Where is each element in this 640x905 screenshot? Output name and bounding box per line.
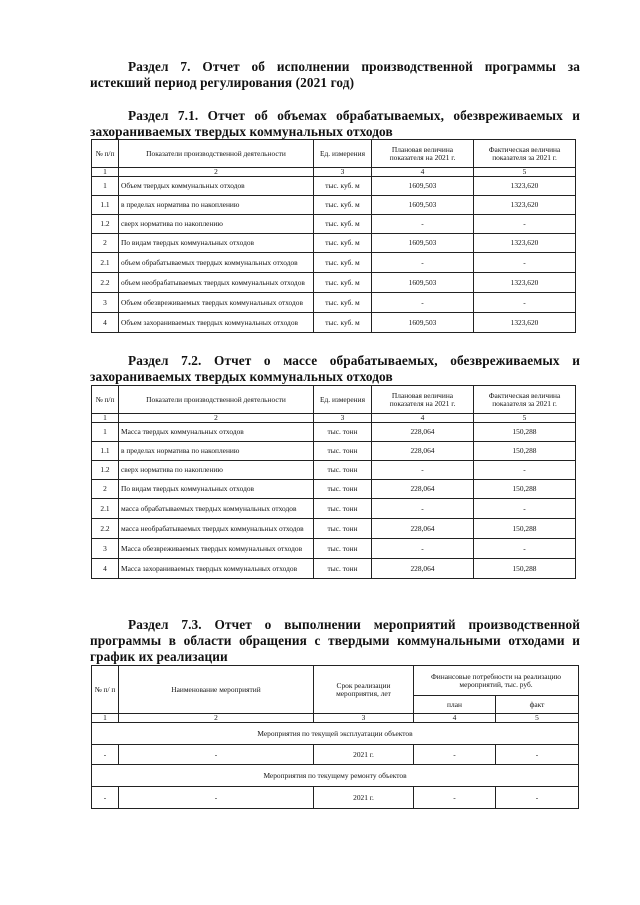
mass-table — [91, 385, 576, 579]
cell-unit: тыс. тонн — [314, 519, 372, 539]
table-row — [92, 480, 576, 499]
cell-plan: - — [372, 461, 474, 480]
header-plan: Плановая величина показателя на 2021 г. — [372, 140, 474, 168]
volume-table — [91, 139, 576, 333]
table-index-row — [92, 168, 576, 177]
cell-plan: 228,064 — [372, 442, 474, 461]
table-row — [92, 499, 576, 519]
cell-indicator: объем необрабатываемых твердых коммунальных отходов — [119, 273, 314, 293]
cell-unit: тыс. тонн — [314, 499, 372, 519]
table-row — [92, 215, 576, 234]
cell-number: 2.2 — [92, 519, 119, 539]
index-cell: 1 — [92, 168, 119, 177]
table-row — [92, 787, 579, 809]
cell-fact: 1323,620 — [474, 177, 576, 196]
measures-table — [91, 665, 579, 809]
header-unit: Ед. измерения — [314, 140, 372, 168]
cell-plan: 1609,503 — [372, 273, 474, 293]
section-7-heading: Раздел 7. Отчет об исполнении производственной программы за истекший период регулирования (2021 год) — [90, 59, 580, 90]
cell-fact: 1323,620 — [474, 234, 576, 253]
table-header-row — [92, 386, 576, 414]
cell-plan: - — [372, 253, 474, 273]
cell-unit: тыс. куб. м — [314, 234, 372, 253]
group-title-repair: Мероприятия по текущему ремонту объектов — [92, 765, 579, 787]
index-cell: 2 — [119, 168, 314, 177]
header-indicator: Показатели производственной деятельности — [119, 386, 314, 414]
cell-number: 4 — [92, 313, 119, 333]
header-fact: Фактическая величина показателя за 2021 г. — [474, 386, 576, 414]
cell-term: 2021 г. — [314, 787, 414, 809]
header-unit: Ед. измерения — [314, 386, 372, 414]
cell-fact: 150,288 — [474, 519, 576, 539]
group-title-row — [92, 765, 579, 787]
index-cell: 1 — [92, 414, 119, 423]
cell-fact: - — [474, 461, 576, 480]
table-row — [92, 196, 576, 215]
cell-fact: - — [474, 499, 576, 519]
cell-number: 3 — [92, 539, 119, 559]
cell-fact: 150,288 — [474, 559, 576, 579]
index-cell: 3 — [314, 714, 414, 723]
section-7-3-heading: Раздел 7.3. Отчет о выполнении мероприятий производственной программы в области обращения с твердыми коммунальными отходами и график их реализации — [90, 617, 580, 664]
cell-plan: 228,064 — [372, 559, 474, 579]
cell-unit: тыс. куб. м — [314, 177, 372, 196]
group-title-operation: Мероприятия по текущей эксплуатации объектов — [92, 723, 579, 745]
cell-indicator: Масса обезвреживаемых твердых коммунальных отходов — [119, 539, 314, 559]
cell-fact: 150,288 — [474, 480, 576, 499]
header-indicator: Показатели производственной деятельности — [119, 140, 314, 168]
cell-name: - — [119, 745, 314, 765]
cell-unit: тыс. тонн — [314, 461, 372, 480]
cell-indicator: Масса захораниваемых твердых коммунальных отходов — [119, 559, 314, 579]
table-row — [92, 559, 576, 579]
cell-indicator: масса обрабатываемых твердых коммунальных отходов — [119, 499, 314, 519]
cell-unit: тыс. тонн — [314, 480, 372, 499]
index-cell: 3 — [314, 414, 372, 423]
cell-indicator: Масса твердых коммунальных отходов — [119, 423, 314, 442]
cell-number: 1 — [92, 177, 119, 196]
cell-plan: - — [372, 293, 474, 313]
index-cell: 5 — [474, 168, 576, 177]
cell-unit: тыс. тонн — [314, 423, 372, 442]
cell-plan: - — [372, 539, 474, 559]
cell-fact: - — [496, 745, 579, 765]
table-header-row — [92, 140, 576, 168]
cell-unit: тыс. тонн — [314, 442, 372, 461]
table-row — [92, 519, 576, 539]
cell-number: - — [92, 787, 119, 809]
cell-plan: - — [372, 215, 474, 234]
table-row — [92, 293, 576, 313]
cell-plan: - — [372, 499, 474, 519]
header-term: Срок реализации мероприятия, лет — [314, 666, 414, 714]
table-row — [92, 234, 576, 253]
header-plan: Плановая величина показателя на 2021 г. — [372, 386, 474, 414]
header-measure-name: Наименование мероприятий — [119, 666, 314, 714]
cell-number: 3 — [92, 293, 119, 313]
cell-unit: тыс. куб. м — [314, 273, 372, 293]
index-cell: 2 — [119, 714, 314, 723]
measures-header-row — [92, 666, 579, 696]
header-number: № п/п — [92, 386, 119, 414]
table-row — [92, 461, 576, 480]
cell-fact: - — [496, 787, 579, 809]
header-number: № п/п — [92, 140, 119, 168]
section-7-1-heading: Раздел 7.1. Отчет об объемах обрабатываемых, обезвреживаемых и захораниваемых твердых коммунальных отходов — [90, 108, 580, 139]
cell-fact: - — [474, 539, 576, 559]
cell-unit: тыс. тонн — [314, 559, 372, 579]
cell-number: 1.2 — [92, 461, 119, 480]
cell-indicator: Объем захораниваемых твердых коммунальных отходов — [119, 313, 314, 333]
index-cell: 4 — [414, 714, 496, 723]
table-row — [92, 442, 576, 461]
index-cell: 4 — [372, 414, 474, 423]
cell-number: 4 — [92, 559, 119, 579]
cell-plan: - — [414, 787, 496, 809]
cell-indicator: По видам твердых коммунальных отходов — [119, 480, 314, 499]
table-row — [92, 745, 579, 765]
cell-number: 1 — [92, 423, 119, 442]
cell-number: 1.1 — [92, 196, 119, 215]
index-cell: 2 — [119, 414, 314, 423]
table-row — [92, 177, 576, 196]
table-row — [92, 273, 576, 293]
cell-number: 2.2 — [92, 273, 119, 293]
header-fact: факт — [496, 696, 579, 714]
cell-plan: 1609,503 — [372, 313, 474, 333]
cell-indicator: Объем обезвреживаемых твердых коммунальных отходов — [119, 293, 314, 313]
cell-plan: 1609,503 — [372, 234, 474, 253]
table-row — [92, 253, 576, 273]
cell-fact: 1323,620 — [474, 196, 576, 215]
group-title-row — [92, 723, 579, 745]
cell-number: 2 — [92, 234, 119, 253]
table-row — [92, 313, 576, 333]
index-cell: 4 — [372, 168, 474, 177]
cell-plan: 228,064 — [372, 519, 474, 539]
cell-plan: 1609,503 — [372, 177, 474, 196]
cell-indicator: объем обрабатываемых твердых коммунальных отходов — [119, 253, 314, 273]
section-7-2-heading: Раздел 7.2. Отчет о массе обрабатываемых, обезвреживаемых и захораниваемых твердых коммунальных отходов — [90, 353, 580, 384]
header-fact: Фактическая величина показателя за 2021 г. — [474, 140, 576, 168]
cell-fact: 150,288 — [474, 442, 576, 461]
cell-number: 2 — [92, 480, 119, 499]
table-row — [92, 423, 576, 442]
cell-indicator: в пределах норматива по накоплению — [119, 442, 314, 461]
cell-number: 2.1 — [92, 499, 119, 519]
cell-number: 1.2 — [92, 215, 119, 234]
cell-indicator: в пределах норматива по накоплению — [119, 196, 314, 215]
cell-unit: тыс. куб. м — [314, 253, 372, 273]
cell-unit: тыс. куб. м — [314, 313, 372, 333]
index-cell: 5 — [496, 714, 579, 723]
cell-name: - — [119, 787, 314, 809]
cell-number: 2.1 — [92, 253, 119, 273]
header-number: № п/ п — [92, 666, 119, 714]
cell-unit: тыс. тонн — [314, 539, 372, 559]
index-cell: 5 — [474, 414, 576, 423]
cell-fact: 150,288 — [474, 423, 576, 442]
cell-indicator: масса необрабатываемых твердых коммунальных отходов — [119, 519, 314, 539]
cell-unit: тыс. куб. м — [314, 215, 372, 234]
measures-index-row — [92, 714, 579, 723]
cell-indicator: сверх норматива по накоплению — [119, 461, 314, 480]
cell-number: 1.1 — [92, 442, 119, 461]
cell-plan: 1609,503 — [372, 196, 474, 215]
cell-fact: 1323,620 — [474, 313, 576, 333]
cell-number: - — [92, 745, 119, 765]
header-plan: план — [414, 696, 496, 714]
cell-fact: - — [474, 293, 576, 313]
cell-unit: тыс. куб. м — [314, 196, 372, 215]
cell-plan: - — [414, 745, 496, 765]
table-index-row — [92, 414, 576, 423]
header-financial-needs: Финансовые потребности на реализацию мероприятий, тыс. руб. — [414, 666, 579, 696]
cell-fact: - — [474, 215, 576, 234]
cell-plan: 228,064 — [372, 423, 474, 442]
cell-plan: 228,064 — [372, 480, 474, 499]
cell-fact: - — [474, 253, 576, 273]
cell-indicator: По видам твердых коммунальных отходов — [119, 234, 314, 253]
index-cell: 3 — [314, 168, 372, 177]
index-cell: 1 — [92, 714, 119, 723]
cell-term: 2021 г. — [314, 745, 414, 765]
table-row — [92, 539, 576, 559]
cell-unit: тыс. куб. м — [314, 293, 372, 313]
cell-indicator: Объем твердых коммунальных отходов — [119, 177, 314, 196]
cell-indicator: сверх норматива по накоплению — [119, 215, 314, 234]
cell-fact: 1323,620 — [474, 273, 576, 293]
